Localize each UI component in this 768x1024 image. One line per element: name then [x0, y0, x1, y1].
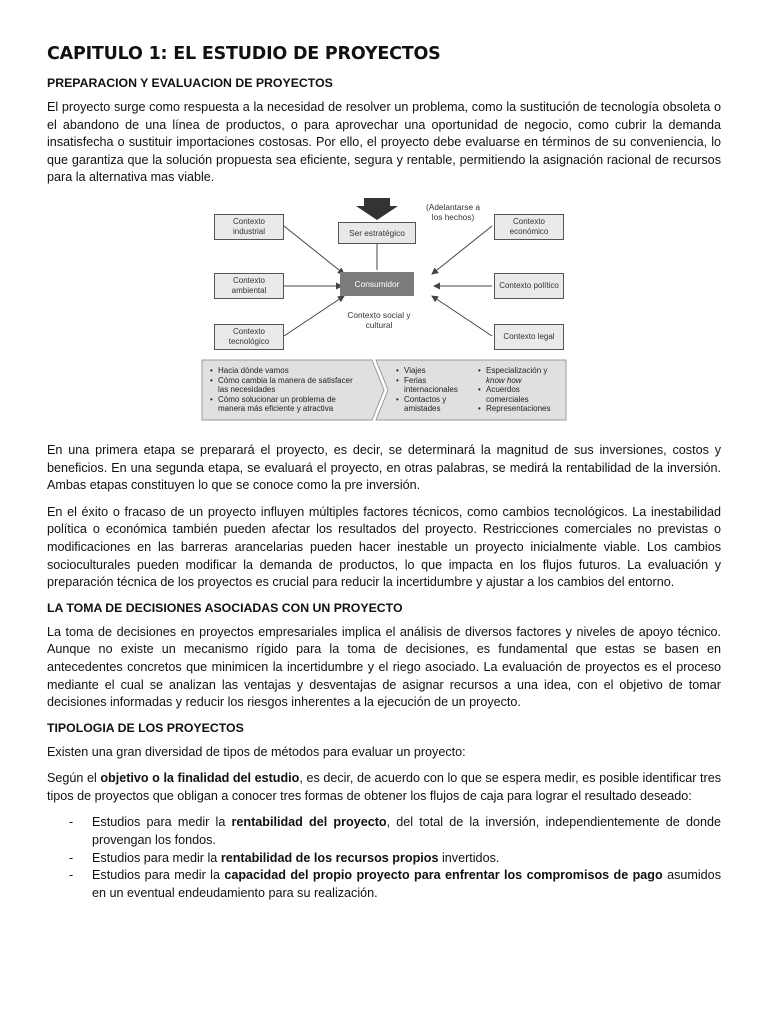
down-arrow-icon	[356, 198, 398, 220]
note-adelantarse: (Adelantarse a los hechos)	[426, 201, 480, 222]
page-title: CAPITULO 1: EL ESTUDIO DE PROYECTOS	[47, 44, 441, 64]
panel-right-item: • Acuerdos comerciales	[478, 385, 564, 404]
panel-left-item: • Cómo solucionar un problema de manera más eficiente y atractiva	[210, 395, 360, 414]
panel-right	[478, 366, 564, 414]
box-contexto-economico: Contexto económico	[494, 214, 564, 240]
box-contexto-politico: Contexto político	[494, 273, 564, 299]
panel-mid	[396, 366, 472, 414]
list-item: - Estudios para medir la capacidad del propio proyecto para enfrentar los compromisos de pago asumidos en un eventual endeudamiento para su realización.	[69, 868, 721, 900]
paragraph-objetivo: Según el objetivo o la finalidad del estudio, es decir, de acuerdo con lo que se espera medir, es posible identificar tres tipos de proyectos que obligan a conocer tres formas de obtener los flujos de caja para lograr el resultado deseado:	[47, 771, 721, 803]
panel-left-item: • Hacia dónde vamos	[210, 366, 360, 376]
section-heading-tipologia: TIPOLOGIA DE LOS PROYECTOS	[47, 720, 244, 735]
box-contexto-legal: Contexto legal	[494, 324, 564, 350]
box-contexto-ambiental: Contexto ambiental	[214, 273, 284, 299]
panel-right-item: • Representaciones	[478, 404, 564, 414]
box-contexto-industrial: Contexto industrial	[214, 214, 284, 240]
paragraph-tipologia-intro: Existen una gran diversidad de tipos de métodos para evaluar un proyecto:	[47, 744, 466, 759]
paragraph-etapas: En una primera etapa se preparará el proyecto, es decir, se determinará la magnitud de sus inversiones, costos y beneficios. En una segunda etapa, se evaluará el proyecto, en otras palabras, se medirá la rentabilidad de la inversión. Ambas etapas constituyen lo que se conoce como la pre inversión.	[47, 442, 721, 493]
section-heading-toma-decisiones: LA TOMA DE DECISIONES ASOCIADAS CON UN PROYECTO	[47, 600, 403, 615]
panel-mid-item: • Ferias internacionales	[396, 376, 472, 395]
paragraph-intro: El proyecto surge como respuesta a la necesidad de resolver un problema, como la sustitución de tecnología obsoleta o el abandono de una línea de productos, o para aprovechar una oportunidad de negocio, como cubrir la demanda insatisfecha o sustituir importaciones costosas. Por ello, el proyecto debe evaluarse en términos de su conveniencia, lo que garantiza que la solución propuesta sea eficiente, segura y rentable, permitiendo la asignación racional de recursos para la alternativa mas viable.	[47, 100, 721, 185]
note-contexto-social: Contexto social y cultural	[347, 309, 411, 330]
box-ser-estrategico: Ser estratégico	[338, 222, 416, 244]
panel-mid-item: • Contactos y amistades	[396, 395, 472, 414]
arrow-legal	[432, 296, 492, 336]
arrow-economico	[432, 226, 492, 274]
panel-left-item: • Cómo cambia la manera de satisfacer las necesidades	[210, 376, 360, 395]
box-contexto-tecnologico: Contexto tecnológico	[214, 324, 284, 350]
arrow-tecnologico	[284, 296, 344, 336]
list-item: - Estudios para medir la rentabilidad de los recursos propios invertidos.	[69, 850, 500, 865]
arrow-industrial	[284, 226, 344, 274]
context-diagram	[196, 196, 572, 431]
study-types-list	[69, 814, 721, 902]
panel-right-item: • Especialización y know how	[478, 366, 564, 385]
panel-mid-item: • Viajes	[396, 366, 472, 376]
box-consumidor: Consumidor	[340, 272, 414, 296]
panel-left	[210, 366, 360, 414]
list-item: - Estudios para medir la rentabilidad del proyecto, del total de la inversión, independientemente de donde provengan los fondos.	[69, 815, 721, 848]
paragraph-toma-decisiones: La toma de decisiones en proyectos empresariales implica el análisis de diversos factores y niveles de apoyo técnico. Aunque no existe un mecanismo rígido para la toma de decisiones, es fundamental que estas se basen en antecedentes concretos que minimicen la incertidumbre y el riego asociado. La evaluación de proyectos es el proceso mediante el cual se analizan las ventajas y desventajas de asignar recursos a una idea, con el objetivo de tomar decisiones informadas y reducir los riesgos inherentes a la ejecución de un proyecto.	[47, 624, 721, 710]
paragraph-factores: En el éxito o fracaso de un proyecto influyen múltiples factores técnicos, como cambios tecnológicos. La inestabilidad política o económica también pueden afectar los resultados del proyecto. Restricciones comerciales no previstas o modificaciones en las barreras arancelarias pueden hacer inestable un proyecto inicialmente viable. Los cambios socioculturales pueden modificar la demanda de productos, lo que impacta en los flujos futuros. La evaluación y preparación técnica de los proyectos es crucial para reducir la incertidumbre y ajustar a los cambios del entorno.	[47, 504, 721, 590]
section-heading-preparacion: PREPARACION Y EVALUACION DE PROYECTOS	[47, 76, 333, 90]
